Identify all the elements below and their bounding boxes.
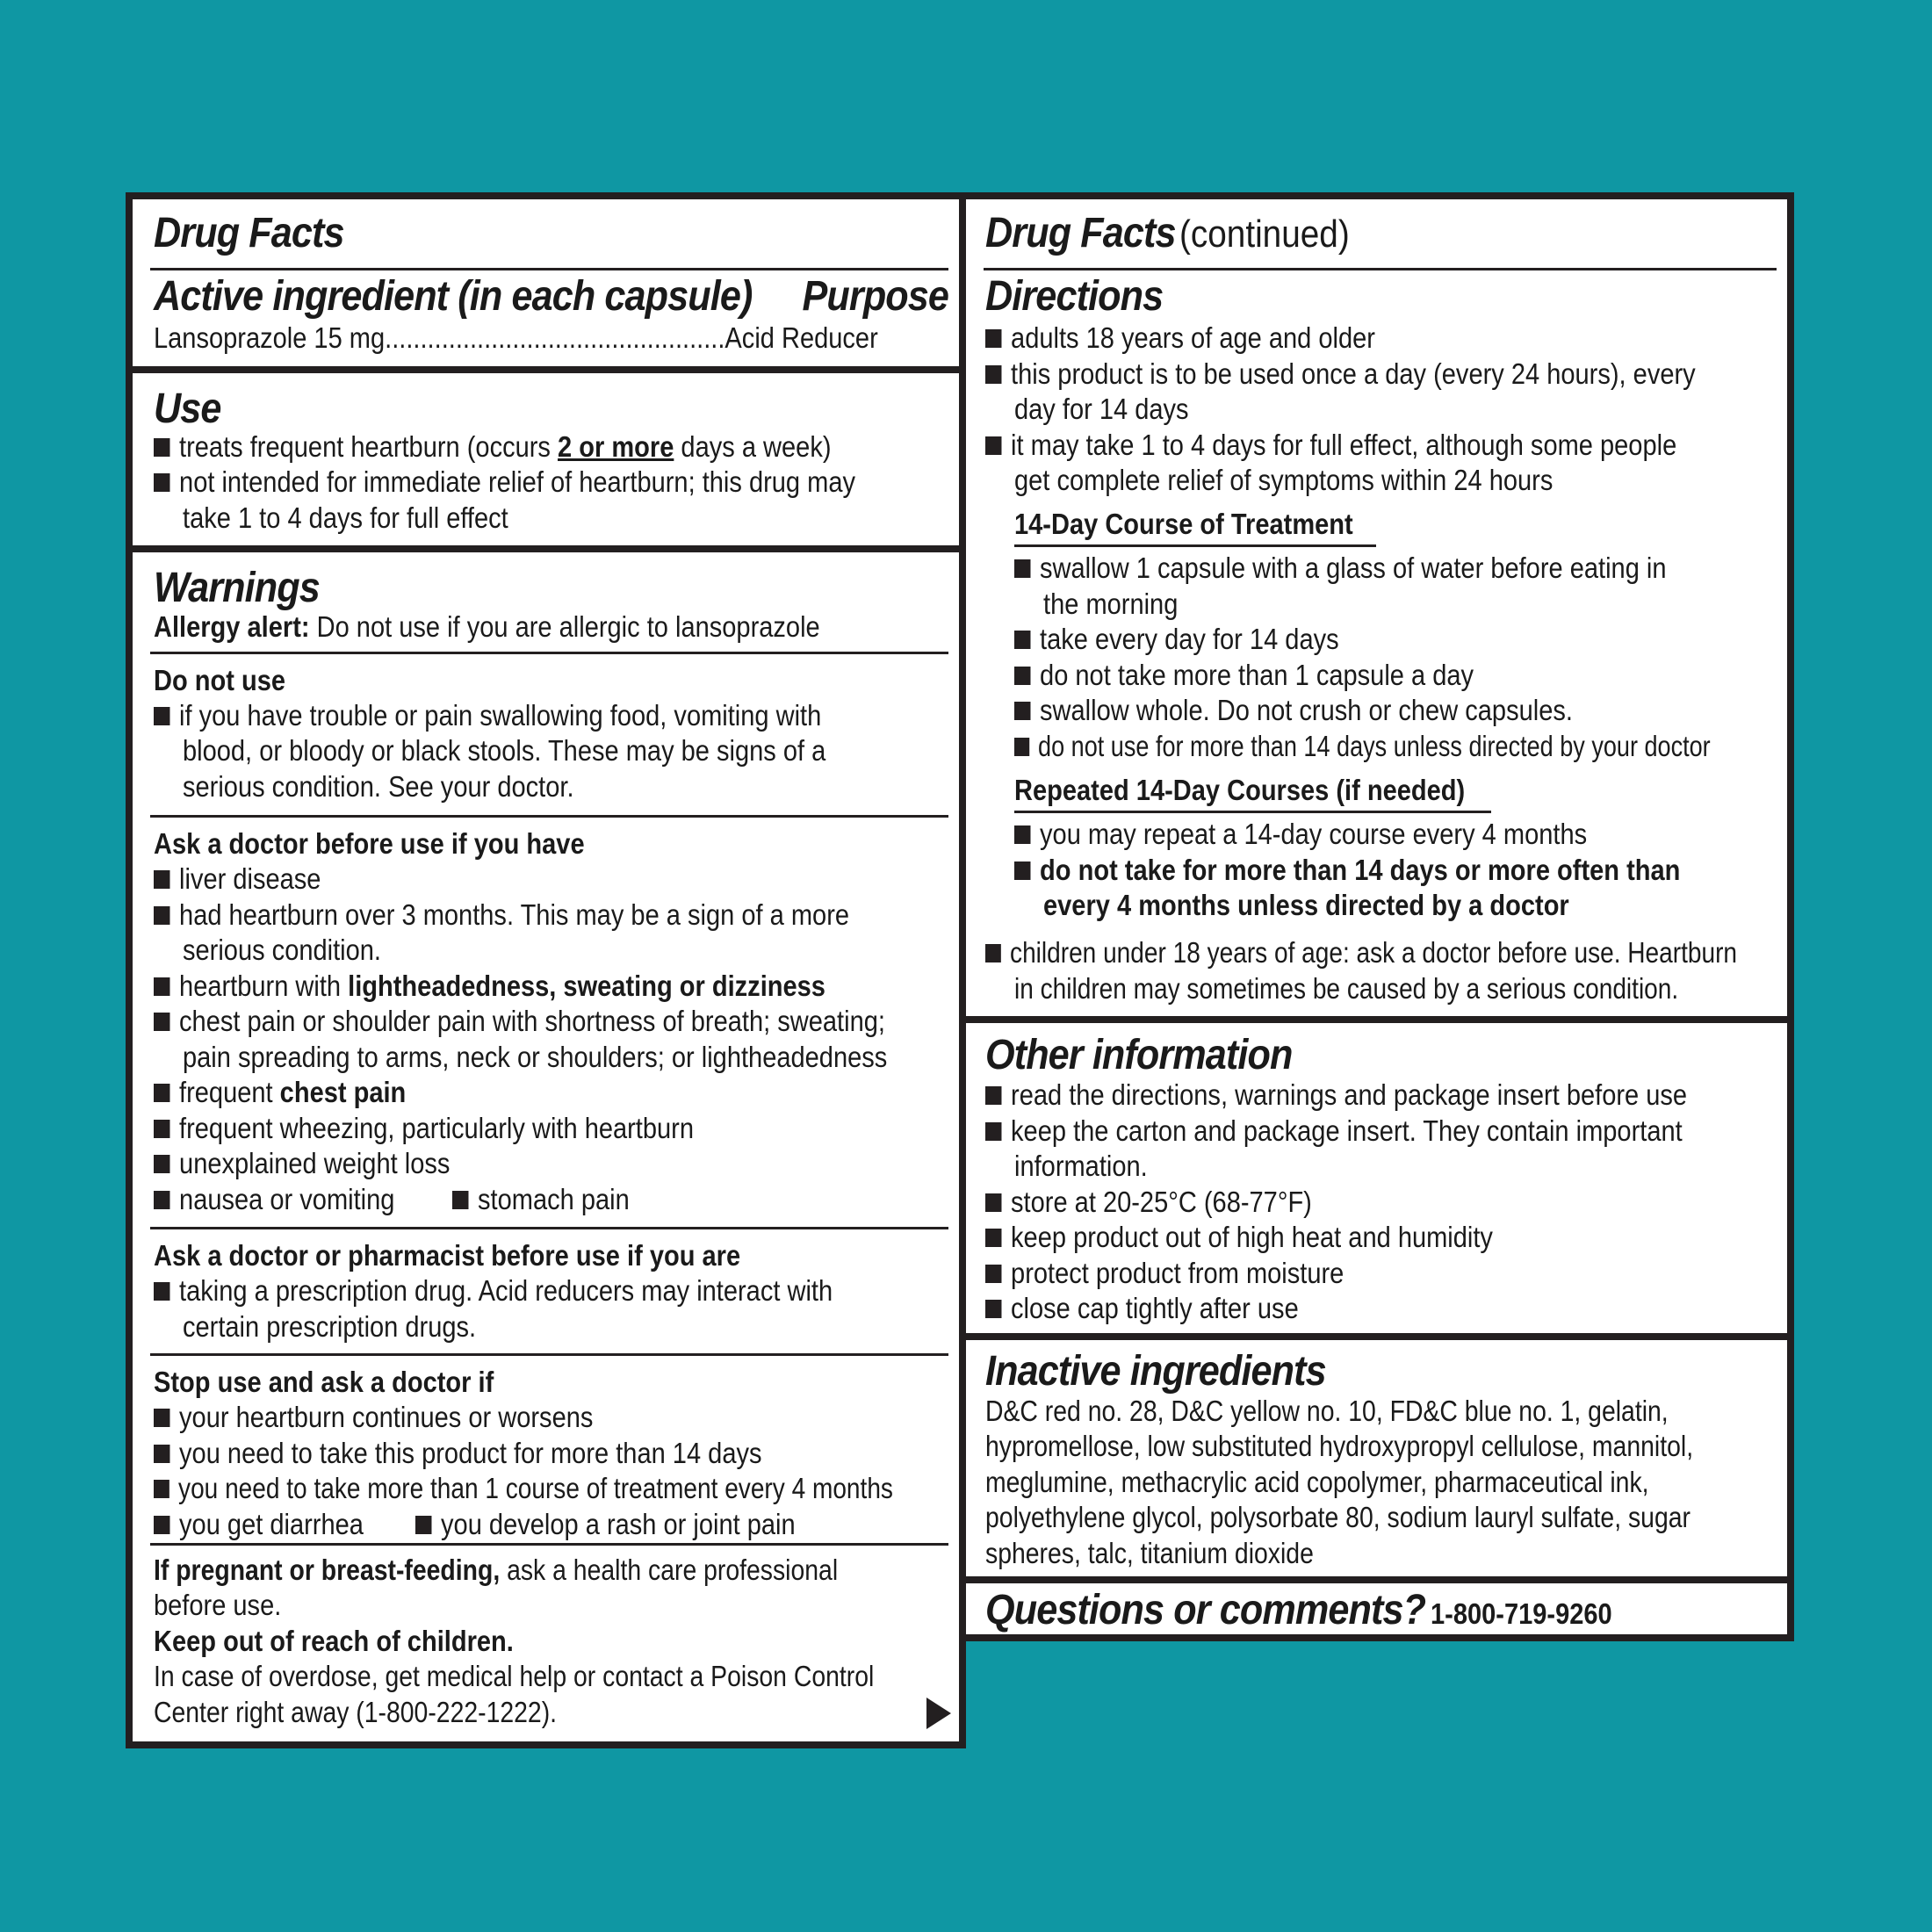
pregnant-warning: If pregnant or breast-feeding, ask a health care professional [154,1554,839,1586]
course-item: swallow whole. Do not crush or chew capsules. [1014,693,1573,729]
square-bullet-icon [154,1480,169,1498]
course-item: do not use for more than 14 days unless directed by your doctor [1014,729,1711,765]
square-bullet-icon [154,906,169,925]
repeat-heading: Repeated 14-Day Courses (if needed) [1014,774,1466,806]
course-item: swallow 1 capsule with a glass of water before eating in [1014,551,1667,587]
ask-doctor-item: nausea or vomiting [154,1182,394,1218]
do-not-use-heading: Do not use [154,664,286,696]
square-bullet-icon [985,1086,1001,1105]
do-not-use-item: if you have trouble or pain swallowing food, vomiting with [154,698,821,734]
square-bullet-icon [154,1013,169,1031]
rule [150,1543,948,1546]
square-bullet-icon [985,944,1001,962]
use-item-2: not intended for immediate relief of heartburn; this drug may [154,465,855,501]
direction-item-cont: get complete relief of symptoms within 24 hours [1014,464,1554,496]
square-bullet-icon [1014,631,1030,649]
other-item-cont: information. [1014,1150,1148,1182]
square-bullet-icon [154,1191,169,1209]
do-not-use-item-cont: serious condition. See your doctor. [183,770,574,803]
title-rule [984,268,1777,270]
continue-arrow-icon [926,1698,951,1729]
ask-pharmacist-heading: Ask a doctor or pharmacist before use if you are [154,1239,741,1272]
drug-facts-title: Drug Facts [154,210,344,256]
ask-doctor-item: heartburn with lightheadedness, sweating or dizziness [154,969,825,1005]
square-bullet-icon [154,1120,169,1138]
use-item-2-cont: take 1 to 4 days for full effect [183,501,508,534]
ask-doctor-item: unexplained weight loss [154,1146,450,1182]
other-item: close cap tightly after use [985,1291,1299,1327]
square-bullet-icon [154,1445,169,1463]
overdose-text-cont: Center right away (1-800-222-1222). [154,1696,558,1728]
allergy-alert: Allergy alert: Do not use if you are allergic to lansoprazole [154,610,820,643]
rule [150,1227,948,1229]
ask-pharmacist-item: taking a prescription drug. Acid reducers may interact with [154,1273,833,1309]
other-item: read the directions, warnings and package insert before use [985,1078,1687,1114]
square-bullet-icon [154,438,169,457]
drug-facts-continued-title: Drug Facts(continued) [985,210,1350,256]
square-bullet-icon [154,1516,169,1534]
ask-doctor-item: chest pain or shoulder pain with shortness of breath; sweating; [154,1004,885,1040]
section-separator [966,1576,1787,1583]
active-ingredient-purpose: Acid Reducer [724,321,878,354]
square-bullet-icon [1014,738,1029,756]
square-bullet-icon [985,365,1001,384]
section-separator [133,366,959,373]
ask-doctor-item: liver disease [154,861,321,898]
square-bullet-icon [1014,702,1030,720]
ask-doctor-item-cont: serious condition. [183,934,382,966]
ask-doctor-item: frequent chest pain [154,1075,406,1111]
overdose-text: In case of overdose, get medical help or contact a Poison Control [154,1660,875,1692]
warnings-heading: Warnings [154,565,320,611]
questions-line [985,1587,1637,1634]
inactive-ingredients-text: hypromellose, low substituted hydroxypropyl cellulose, mannitol, [985,1430,1694,1462]
square-bullet-icon [415,1516,431,1534]
square-bullet-icon [154,1084,169,1102]
ask-doctor-item-cont: pain spreading to arms, neck or shoulders; or lightheadedness [183,1041,888,1073]
children-item-cont: in children may sometimes be caused by a serious condition. [1014,972,1679,1005]
square-bullet-icon [985,436,1001,455]
active-ingredient-name: Lansoprazole 15 mg [154,321,386,354]
direction-item: it may take 1 to 4 days for full effect, although some people [985,428,1676,464]
rule [150,815,948,818]
square-bullet-icon [154,1155,169,1173]
stop-use-item: your heartburn continues or worsens [154,1400,593,1436]
stop-use-item: you need to take more than 1 course of treatment every 4 months [154,1471,893,1507]
ask-doctor-item: frequent wheezing, particularly with heartburn [154,1111,694,1147]
children-item: children under 18 years of age: ask a doctor before use. Heartburn [985,935,1737,971]
section-separator [966,1333,1787,1340]
active-ingredient-line [154,321,878,357]
other-information-heading: Other information [985,1032,1293,1078]
stop-use-item: you get diarrhea [154,1507,364,1543]
direction-item: this product is to be used once a day (every 24 hours), every [985,357,1696,393]
active-ingredient-heading: Active ingredient (in each capsule) [154,273,753,320]
inactive-ingredients-text: D&C red no. 28, D&C yellow no. 10, FD&C blue no. 1, gelatin, [985,1395,1669,1427]
keep-out-of-reach: Keep out of reach of children. [154,1625,514,1657]
repeat-item: do not take for more than 14 days or more often than [1014,853,1680,889]
square-bullet-icon [985,1229,1001,1247]
rule [1014,544,1376,547]
square-bullet-icon [1014,861,1030,880]
square-bullet-icon [452,1191,468,1209]
questions-heading: Questions or comments? [985,1587,1426,1633]
other-item: protect product from moisture [985,1256,1344,1292]
section-separator [133,545,959,552]
inactive-ingredients-text: meglumine, methacrylic acid copolymer, pharmaceutical ink, [985,1466,1649,1498]
inactive-ingredients-text: spheres, talc, titanium dioxide [985,1537,1314,1569]
purpose-heading: Purpose [802,273,948,320]
square-bullet-icon [154,707,169,725]
course-heading: 14-Day Course of Treatment [1014,508,1353,540]
square-bullet-icon [985,1193,1001,1212]
use-item-1: treats frequent heartburn (occurs 2 or more days a week) [154,429,832,465]
square-bullet-icon [154,473,169,492]
do-not-use-item-cont: blood, or bloody or black stools. These may be signs of a [183,734,826,767]
course-item-cont: the morning [1043,588,1179,620]
square-bullet-icon [985,1122,1001,1141]
stop-use-item: you develop a rash or joint pain [415,1507,796,1543]
inactive-ingredients-text: polyethylene glycol, polysorbate 80, sodium lauryl sulfate, sugar [985,1501,1690,1533]
ask-doctor-heading: Ask a doctor before use if you have [154,827,585,860]
ask-doctor-item: had heartburn over 3 months. This may be a sign of a more [154,898,849,934]
title-rule [150,268,948,270]
inactive-ingredients-heading: Inactive ingredients [985,1348,1326,1395]
rule [150,652,948,654]
repeat-item: you may repeat a 14-day course every 4 months [1014,817,1587,853]
square-bullet-icon [1014,559,1030,578]
square-bullet-icon [985,329,1001,348]
square-bullet-icon [1014,667,1030,685]
square-bullet-icon [1014,825,1030,844]
rule [1014,811,1491,813]
direction-item-cont: day for 14 days [1014,393,1189,425]
square-bullet-icon [154,977,169,996]
direction-item: adults 18 years of age and older [985,321,1375,357]
stop-use-heading: Stop use and ask a doctor if [154,1366,494,1398]
drug-facts-left-panel [126,192,966,1748]
square-bullet-icon [985,1300,1001,1318]
drug-facts-right-panel [959,192,1794,1641]
course-item: do not take more than 1 capsule a day [1014,658,1474,694]
ask-doctor-item: stomach pain [452,1182,630,1218]
course-item: take every day for 14 days [1014,622,1339,658]
questions-phone: 1-800-719-9260 [1430,1597,1612,1630]
rule [150,1353,948,1356]
square-bullet-icon [154,870,169,889]
other-item: store at 20-25°C (68-77°F) [985,1185,1312,1221]
square-bullet-icon [154,1282,169,1301]
other-item: keep the carton and package insert. They contain important [985,1114,1683,1150]
dot-leader: ................................................ [385,321,725,354]
use-heading: Use [154,386,221,432]
stop-use-item: you need to take this product for more than 14 days [154,1436,762,1472]
other-item: keep product out of high heat and humidity [985,1220,1493,1256]
square-bullet-icon [154,1409,169,1427]
repeat-item-cont: every 4 months unless directed by a doctor [1043,889,1569,921]
square-bullet-icon [985,1265,1001,1283]
section-separator [966,1016,1787,1023]
pregnant-warning-cont: before use. [154,1589,282,1621]
ask-pharmacist-item-cont: certain prescription drugs. [183,1310,477,1343]
directions-heading: Directions [985,273,1164,320]
